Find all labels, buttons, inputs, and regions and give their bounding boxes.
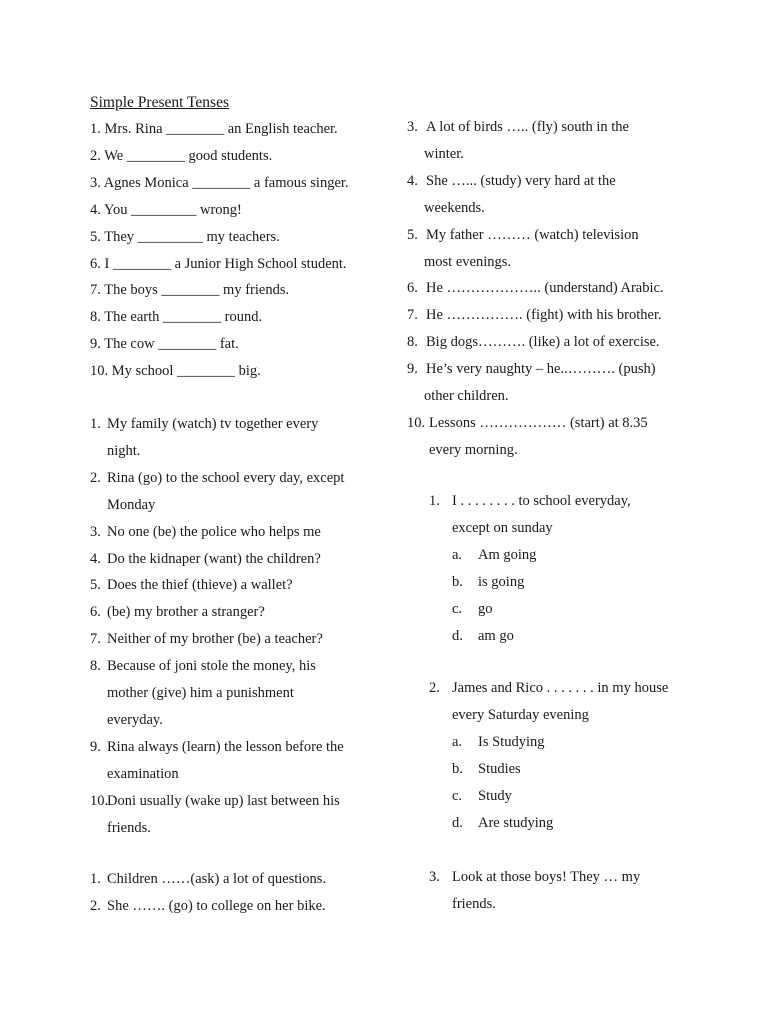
exercise-line: Doni usually (wake up) last between his	[107, 792, 340, 809]
exercise-line: 1. Mrs. Rina ________ an English teacher.	[90, 121, 338, 137]
option-text: Studies	[478, 760, 521, 777]
option-letter: c.	[452, 600, 463, 617]
exercise-line: 8. The earth ________ round.	[90, 309, 263, 326]
exercise-line: mother (give) him a punishment	[107, 685, 294, 701]
exercise-line: every morning.	[429, 441, 518, 458]
exercise-line: Does the thief (thieve) a wallet?	[107, 577, 293, 594]
option-letter: b.	[452, 573, 463, 590]
question-text: friends.	[452, 895, 496, 912]
exercise-line: Lessons ……………… (start) at 8.35	[429, 414, 648, 431]
exercise-line: Rina always (learn) the lesson before the	[107, 738, 344, 755]
item-number: 7.	[90, 631, 101, 648]
page-title: Simple Present Tenses	[90, 94, 229, 111]
exercise-line: Children ……(ask) a lot of questions.	[107, 871, 327, 887]
item-number: 10.	[90, 792, 109, 809]
exercise-line: She ……. (go) to college on her bike.	[107, 897, 326, 914]
exercise-line: 10. My school ________ big.	[90, 363, 261, 380]
question-number: 3.	[429, 869, 440, 885]
exercise-line: 4. You _________ wrong!	[90, 201, 242, 218]
exercise-line: friends.	[107, 819, 151, 836]
exercise-line: Monday	[107, 496, 156, 513]
exercise-line: Neither of my brother (be) a teacher?	[107, 631, 323, 648]
question-number: 2.	[429, 680, 440, 696]
exercise-line: 9. The cow ________ fat.	[90, 336, 239, 353]
exercise-line: She …... (study) very hard at the	[426, 172, 616, 189]
exercise-line: 3. Agnes Monica ________ a famous singer.	[90, 174, 349, 191]
exercise-line: He ……………….. (understand) Arabic.	[426, 280, 664, 297]
option-letter: d.	[452, 814, 463, 831]
exercise-line: 7. The boys ________ my friends.	[90, 282, 290, 299]
exercise-line: No one (be) the police who helps me	[107, 523, 321, 540]
item-number: 2.	[90, 897, 101, 914]
question-text: I . . . . . . . . to school everyday,	[452, 493, 631, 509]
option-text: Is Studying	[478, 733, 545, 750]
item-number: 7.	[407, 307, 418, 324]
exercise-line: most evenings.	[424, 253, 511, 270]
exercise-line: 2. We ________ good students.	[90, 147, 273, 164]
exercise-line: weekends.	[424, 199, 485, 216]
exercise-line: everyday.	[107, 711, 163, 728]
exercise-line: Rina (go) to the school every day, except	[107, 469, 345, 486]
option-text: is going	[478, 573, 525, 590]
item-number: 4.	[407, 172, 418, 189]
exercise-line: (be) my brother a stranger?	[107, 604, 265, 621]
option-letter: c.	[452, 787, 463, 804]
item-number: 4.	[90, 550, 101, 567]
exercise-line: Do the kidnaper (want) the children?	[107, 550, 321, 567]
item-number: 6.	[407, 280, 418, 297]
option-text: Are studying	[478, 814, 554, 831]
question-text: Look at those boys! They … my	[452, 869, 641, 885]
option-text: Am going	[478, 546, 537, 563]
exercise-line: 5. They _________ my teachers.	[90, 228, 280, 245]
question-text: every Saturday evening	[452, 706, 589, 723]
exercise-line: examination	[107, 765, 179, 782]
exercise-line: Because of joni stole the money, his	[107, 658, 316, 675]
exercise-line: My father ……… (watch) television	[426, 226, 639, 243]
item-number: 5.	[90, 577, 101, 594]
item-number: 1.	[90, 871, 101, 887]
question-text: James and Rico . . . . . . . in my house	[452, 680, 669, 696]
item-number: 9.	[90, 738, 101, 755]
exercise-line: 6. I ________ a Junior High School student.	[90, 255, 347, 272]
option-text: Study	[478, 787, 512, 804]
question-number: 1.	[429, 493, 440, 509]
exercise-line: He ……………. (fight) with his brother.	[426, 307, 662, 324]
item-number: 8.	[90, 658, 101, 675]
item-number: 3.	[90, 523, 101, 540]
item-number: 3.	[407, 119, 418, 135]
option-text: am go	[478, 627, 514, 644]
item-number: 1.	[90, 416, 101, 432]
exercise-line: other children.	[424, 388, 509, 404]
exercise-line: Big dogs………. (like) a lot of exercise.	[426, 334, 660, 351]
exercise-line: winter.	[424, 145, 464, 162]
item-number: 10.	[407, 414, 426, 431]
exercise-line: He’s very naughty – he..………. (push)	[426, 361, 656, 378]
item-number: 2.	[90, 469, 101, 486]
option-letter: b.	[452, 760, 463, 777]
option-letter: a.	[452, 733, 463, 750]
option-letter: a.	[452, 546, 463, 563]
option-text: go	[478, 600, 493, 617]
exercise-line: My family (watch) tv together every	[107, 416, 319, 432]
exercise-line: night.	[107, 442, 141, 459]
exercise-line: A lot of birds ….. (fly) south in the	[426, 119, 629, 135]
item-number: 9.	[407, 361, 418, 378]
item-number: 5.	[407, 226, 418, 243]
item-number: 8.	[407, 334, 418, 351]
option-letter: d.	[452, 627, 463, 644]
question-text: except on sunday	[452, 519, 553, 536]
item-number: 6.	[90, 604, 101, 621]
